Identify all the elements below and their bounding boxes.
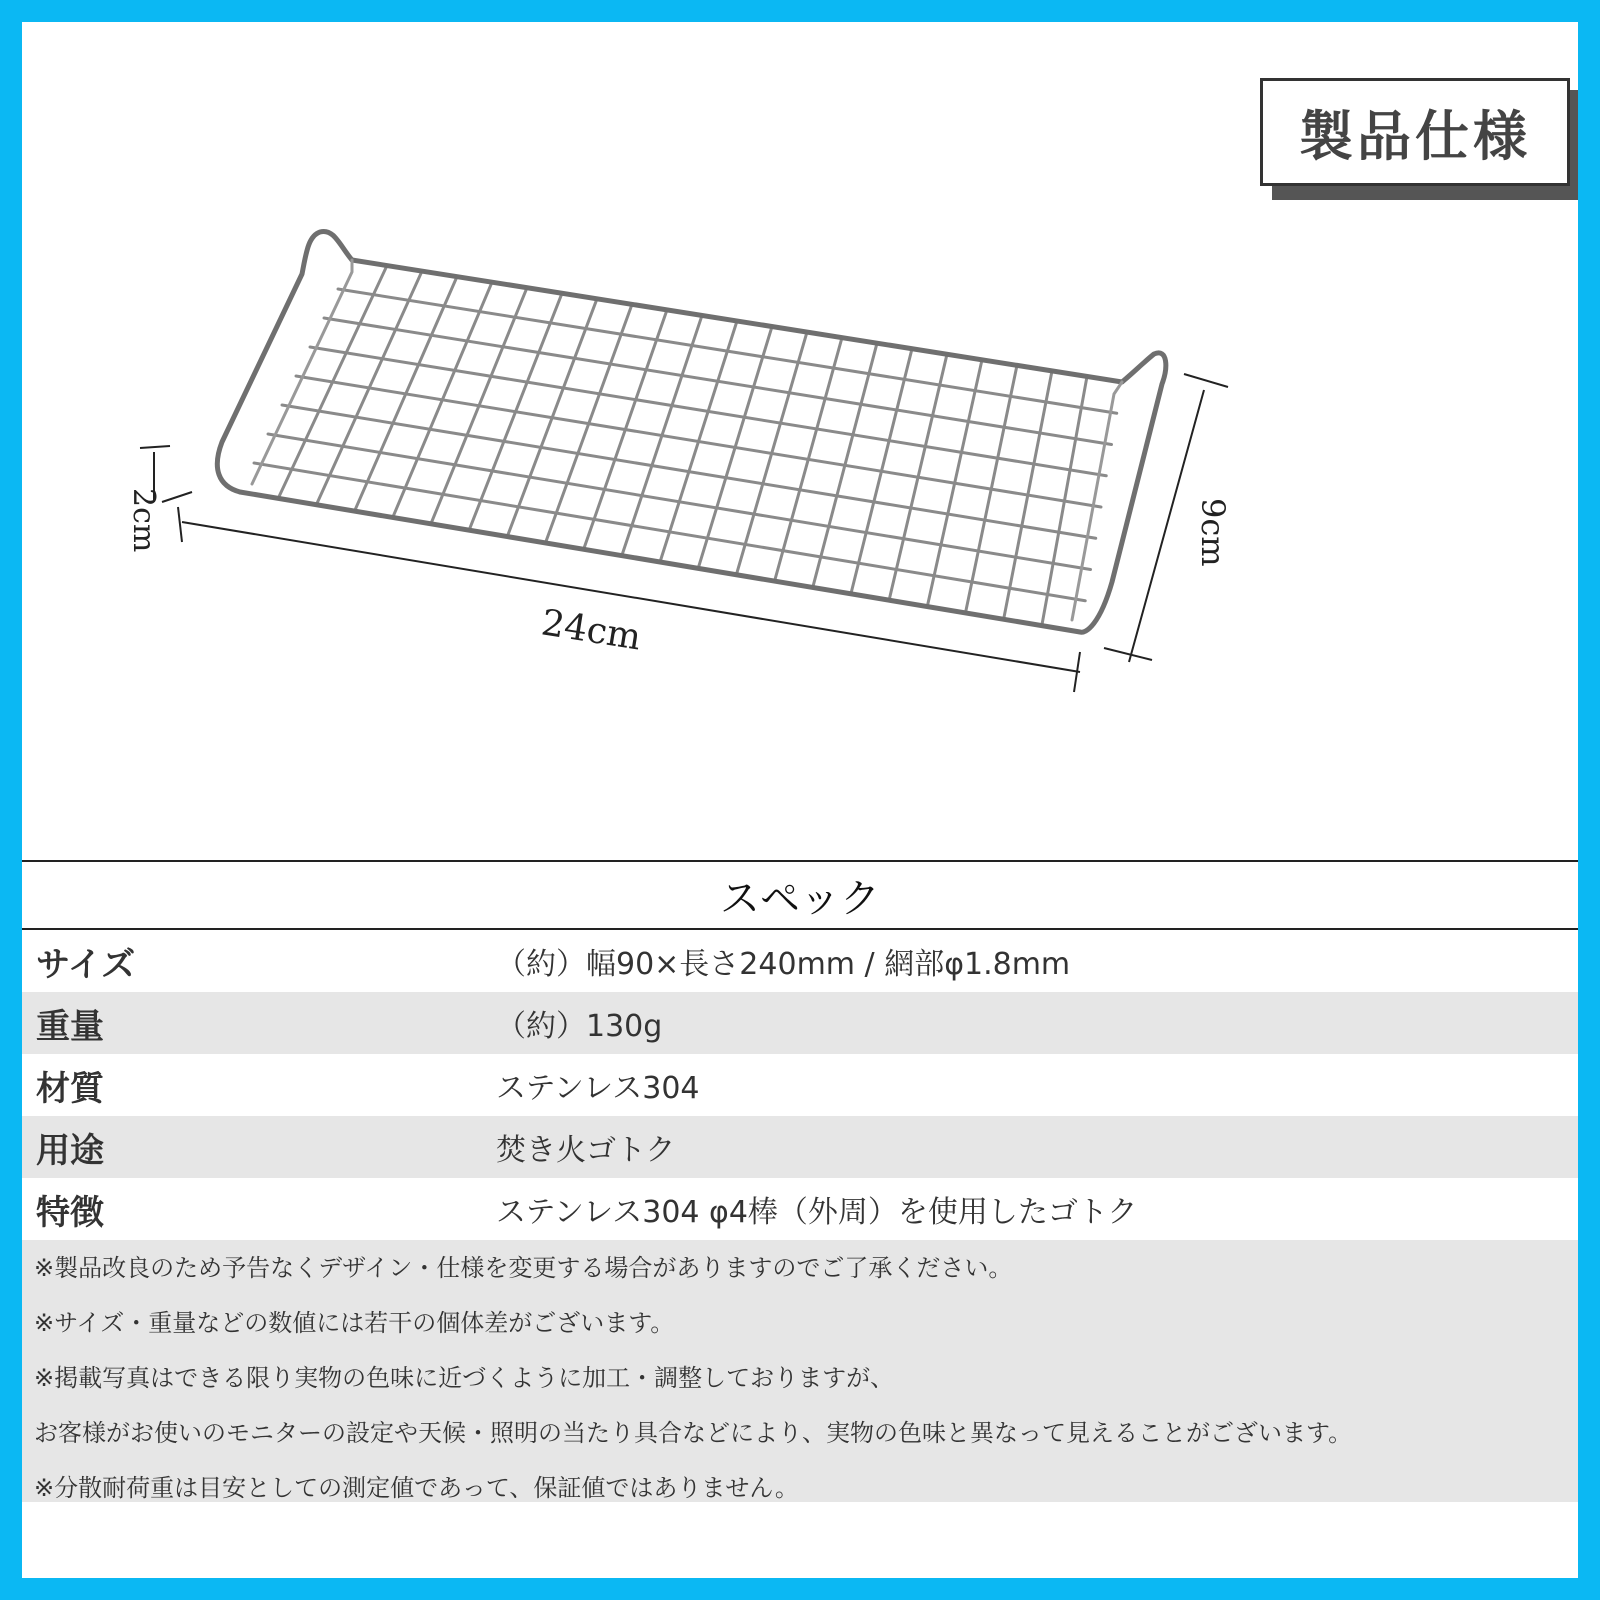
spec-label: 材質 [36, 1068, 104, 1109]
spec-row-size [22, 930, 1578, 992]
grill-grate-illustration [217, 231, 1165, 632]
product-spec-panel [22, 22, 1578, 1578]
note-line: ※製品改良のため予告なくデザイン・仕様を変更する場合がありますのでご了承ください。 [34, 1254, 1013, 1282]
spec-value: ステンレス304 φ4棒（外周）を使用したゴトク [496, 1195, 1138, 1230]
grill-grate-diagram [22, 22, 1578, 862]
spec-value: 焚き火ゴトク [496, 1133, 676, 1168]
product-spec-badge: 製品仕様 [1260, 78, 1570, 186]
height-dimension-label: 2cm [126, 488, 161, 553]
spec-label: サイズ [36, 944, 136, 985]
note-line: ※掲載写真はできる限り実物の色味に近づくように加工・調整しておりますが、 [34, 1364, 895, 1392]
notes-section [22, 1240, 1578, 1502]
spec-table [22, 930, 1578, 1240]
spec-row-feature [22, 1178, 1578, 1240]
spec-heading: スペック [22, 860, 1578, 930]
spec-row-material [22, 1054, 1578, 1116]
spec-value: （約）幅90×長さ240mm / 網部φ1.8mm [496, 947, 1071, 982]
length-dimension-label: 24cm [538, 602, 644, 659]
spec-value: ステンレス304 [496, 1071, 700, 1106]
note-line: ※分散耐荷重は目安としての測定値であって、保証値ではありません。 [34, 1474, 799, 1502]
note-line: ※サイズ・重量などの数値には若干の個体差がございます。 [34, 1309, 675, 1337]
spec-label: 重量 [36, 1006, 104, 1047]
spec-label: 用途 [36, 1130, 104, 1171]
spec-row-use [22, 1116, 1578, 1178]
spec-label: 特徴 [36, 1192, 104, 1233]
note-line: お客様がお使いのモニターの設定や天候・照明の当たり具合などにより、実物の色味と異なって見えることがございます。 [34, 1419, 1353, 1447]
depth-dimension-label: 9cm [1194, 498, 1232, 567]
spec-row-weight [22, 992, 1578, 1054]
spec-value: （約）130g [496, 1009, 663, 1044]
